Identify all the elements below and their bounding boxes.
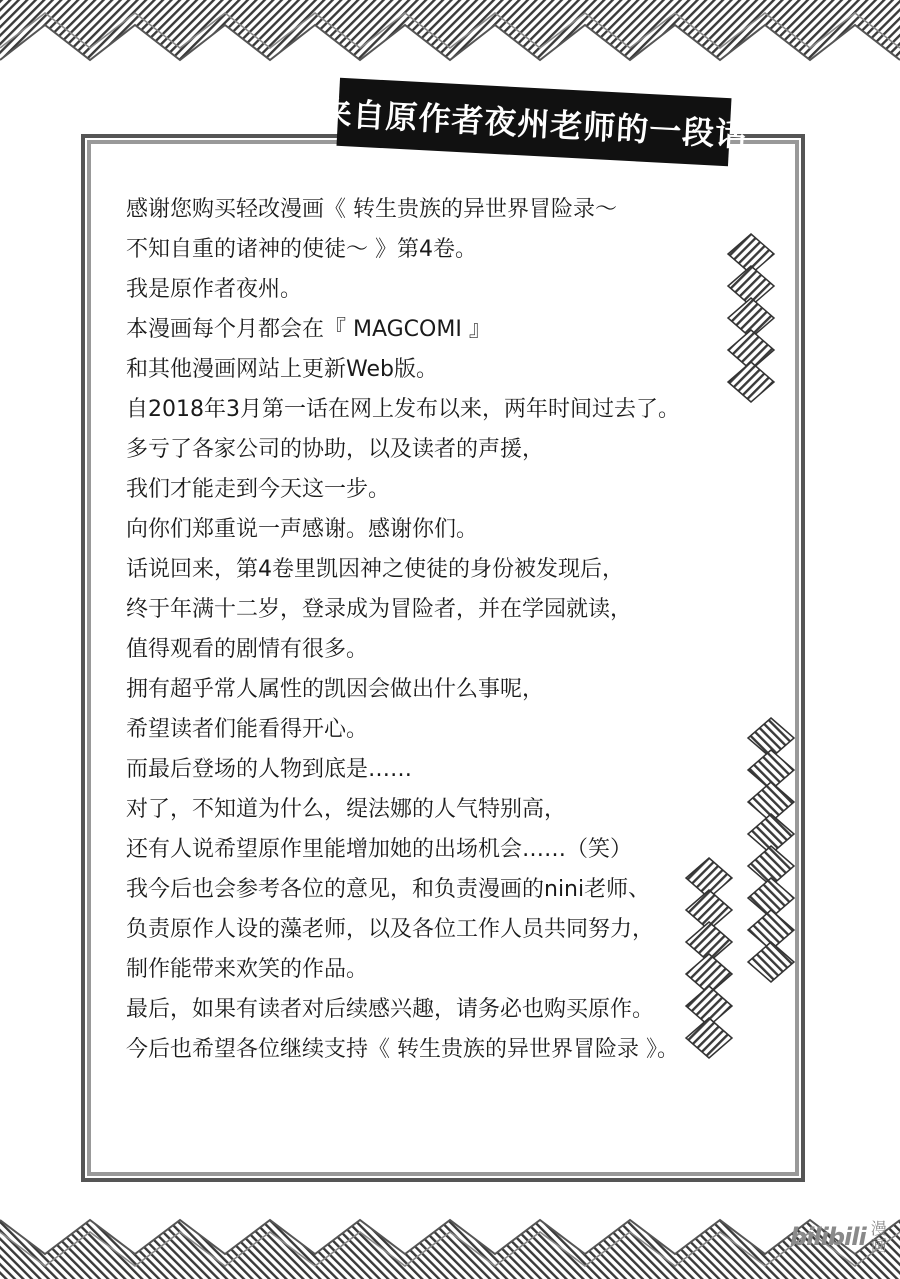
diamond-stack-right-upper — [726, 232, 776, 404]
text-line: 希望读者们能看得开心。 — [126, 717, 369, 742]
text-line: 和其他漫画网站上更新Web版。 — [126, 357, 438, 382]
text-line: 负责原作人设的藻老师，以及各位工作人员共同努力， — [126, 917, 655, 942]
top-zigzag-border — [0, 0, 900, 78]
text-line: 我是原作者夜州。 — [126, 277, 303, 302]
text-line: 今后也希望各位继续支持《 转生贵族的异世界冒险录 》。 — [126, 1037, 679, 1062]
diamond-stack-right-lower — [746, 716, 796, 986]
text-line: 值得观看的剧情有很多。 — [126, 637, 369, 662]
bottom-zigzag-border — [0, 1198, 900, 1279]
text-line: 而最后登场的人物到底是…… — [126, 757, 413, 782]
text-line: 对了，不知道为什么，缇法娜的人气特别高， — [126, 797, 567, 822]
text-line: 拥有超乎常人属性的凯因会做出什么事呢， — [126, 677, 545, 702]
page-title: 来自原作者夜州老师的一段话 — [318, 93, 750, 155]
text-line: 我今后也会参考各位的意见，和负责漫画的nini老师、 — [126, 877, 651, 902]
message-body — [126, 190, 726, 1070]
text-line: 最后，如果有读者对后续感兴趣，请务必也购买原作。 — [126, 997, 655, 1022]
text-line: 不知自重的诸神的使徒～ 》第4卷。 — [126, 237, 477, 262]
bilibili-logo: bilibili — [790, 1223, 866, 1251]
text-line: 感谢您购买轻改漫画《 转生贵族的异世界冒险录～ — [126, 197, 617, 222]
text-line: 话说回来，第4卷里凯因神之使徒的身份被发现后， — [126, 557, 624, 582]
text-line: 制作能带来欢笑的作品。 — [126, 957, 369, 982]
text-line: 我们才能走到今天这一步。 — [126, 477, 391, 502]
text-line: 多亏了各家公司的协助，以及读者的声援， — [126, 437, 545, 462]
watermark-label: 漫画 — [870, 1219, 887, 1255]
text-line: 还有人说希望原作里能增加她的出场机会……（笑） — [126, 837, 633, 862]
text-line: 向你们郑重说一声感谢。感谢你们。 — [126, 517, 479, 542]
text-line: 自2018年3月第一话在网上发布以来，两年时间过去了。 — [126, 397, 680, 422]
text-line: 本漫画每个月都会在『 MAGCOMI 』 — [126, 317, 491, 342]
bilibili-watermark — [790, 1220, 888, 1254]
text-line: 终于年满十二岁，登录成为冒险者，并在学园就读， — [126, 597, 633, 622]
